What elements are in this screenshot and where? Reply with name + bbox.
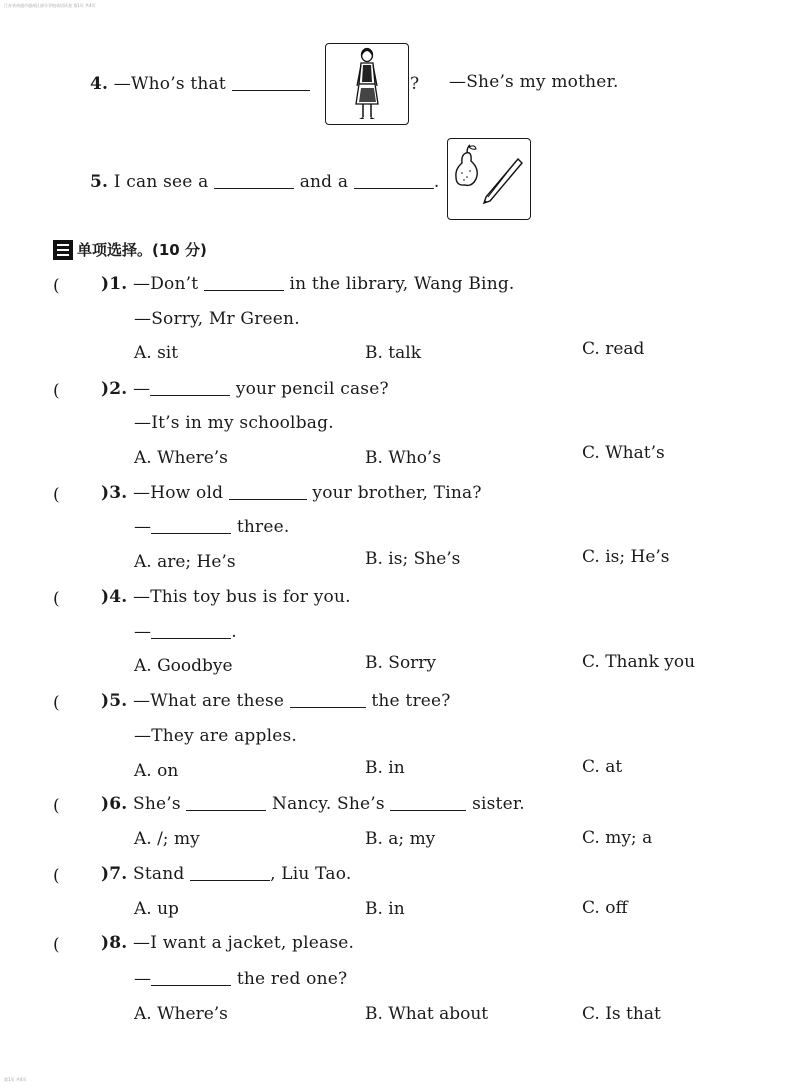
question-number: )8. bbox=[101, 933, 128, 953]
question-text: Stand bbox=[133, 864, 185, 884]
option-a[interactable]: A. on bbox=[134, 761, 179, 781]
answer-blank[interactable] bbox=[150, 380, 230, 396]
question-text: sister. bbox=[472, 794, 525, 814]
answer-blank[interactable] bbox=[290, 692, 366, 708]
option-c[interactable]: C. off bbox=[582, 898, 628, 918]
answer-paren-8[interactable]: ( bbox=[53, 935, 60, 955]
option-a[interactable]: A. up bbox=[134, 899, 179, 919]
question-text: Nancy. She’s bbox=[272, 794, 385, 814]
answer-paren-3[interactable]: ( bbox=[53, 485, 60, 505]
option-c[interactable]: C. read bbox=[582, 339, 645, 359]
question-text: the red one? bbox=[236, 969, 348, 989]
option-b[interactable]: B. in bbox=[365, 899, 405, 919]
question-5 bbox=[101, 691, 451, 711]
answer-blank[interactable] bbox=[190, 865, 270, 881]
dash: — bbox=[134, 622, 152, 642]
question-text: —How old bbox=[133, 483, 224, 503]
option-c[interactable]: C. my; a bbox=[582, 828, 653, 848]
answer-paren-7[interactable]: ( bbox=[53, 866, 60, 886]
section-header bbox=[53, 239, 207, 260]
question-text: the tree? bbox=[371, 691, 451, 711]
question-text: your pencil case? bbox=[235, 379, 389, 399]
question-text: —I want a jacket, please. bbox=[133, 933, 355, 953]
option-b[interactable]: B. a; my bbox=[365, 829, 436, 849]
item-text-mid: and a bbox=[299, 172, 349, 192]
option-a[interactable]: A. /; my bbox=[134, 829, 200, 849]
option-b[interactable]: B. in bbox=[365, 758, 405, 778]
item-end: . bbox=[433, 172, 440, 192]
question-4 bbox=[101, 587, 351, 607]
answer-paren-2[interactable]: ( bbox=[53, 381, 60, 401]
question-text: —This toy bus is for you. bbox=[133, 587, 351, 607]
question-number: )6. bbox=[101, 794, 128, 814]
answer-blank[interactable] bbox=[186, 795, 266, 811]
question-3-response bbox=[134, 517, 289, 537]
answer-blank[interactable] bbox=[151, 623, 231, 639]
question-text: She’s bbox=[133, 794, 181, 814]
question-number: )7. bbox=[101, 864, 128, 884]
item-5 bbox=[90, 172, 439, 192]
item-number: 5. bbox=[90, 172, 109, 192]
woman-figure-icon bbox=[326, 44, 408, 124]
question-7 bbox=[101, 864, 351, 884]
question-text: — bbox=[133, 379, 151, 399]
option-c[interactable]: C. is; He’s bbox=[582, 547, 670, 567]
question-1-response: —Sorry, Mr Green. bbox=[134, 309, 300, 329]
question-2-response: —It’s in my schoolbag. bbox=[134, 413, 334, 433]
option-b[interactable]: B. What about bbox=[365, 1004, 489, 1024]
option-b[interactable]: B. Who’s bbox=[365, 448, 442, 468]
item-text: —Who’s that bbox=[113, 74, 226, 94]
question-2 bbox=[101, 379, 389, 399]
item-text: I can see a bbox=[113, 172, 209, 192]
answer-blank[interactable] bbox=[214, 173, 294, 189]
answer-blank[interactable] bbox=[229, 484, 307, 500]
answer-blank[interactable] bbox=[232, 75, 310, 91]
answer-blank[interactable] bbox=[204, 275, 284, 291]
pear-and-pencil-icon bbox=[448, 139, 530, 219]
answer-paren-4[interactable]: ( bbox=[53, 589, 60, 609]
answer-blank[interactable] bbox=[354, 173, 434, 189]
answer-blank[interactable] bbox=[390, 795, 466, 811]
question-number: )5. bbox=[101, 691, 128, 711]
dash: — bbox=[134, 969, 152, 989]
answer-paren-6[interactable]: ( bbox=[53, 796, 60, 816]
answer-paren-5[interactable]: ( bbox=[53, 693, 60, 713]
option-b[interactable]: B. talk bbox=[365, 343, 422, 363]
question-1 bbox=[101, 274, 515, 294]
option-a[interactable]: A. Goodbye bbox=[134, 656, 233, 676]
item-4 bbox=[90, 74, 310, 94]
question-8 bbox=[101, 933, 354, 953]
option-a[interactable]: A. are; He’s bbox=[134, 552, 236, 572]
option-c[interactable]: C. Is that bbox=[582, 1004, 661, 1024]
option-c[interactable]: C. at bbox=[582, 757, 623, 777]
question-text: three. bbox=[236, 517, 290, 537]
answer-paren-1[interactable]: ( bbox=[53, 276, 60, 296]
footer-note: 第1页 共4页 bbox=[4, 1077, 27, 1082]
question-number: )2. bbox=[101, 379, 128, 399]
option-c[interactable]: C. Thank you bbox=[582, 652, 696, 672]
question-text: , Liu Tao. bbox=[270, 864, 352, 884]
question-text: your brother, Tina? bbox=[312, 483, 482, 503]
question-text: in the library, Wang Bing. bbox=[289, 274, 515, 294]
question-number: )1. bbox=[101, 274, 128, 294]
option-a[interactable]: A. Where’s bbox=[134, 1004, 228, 1024]
question-text: —Don’t bbox=[133, 274, 199, 294]
pear-pencil-picture bbox=[447, 138, 531, 220]
period: . bbox=[231, 622, 237, 642]
option-c[interactable]: C. What’s bbox=[582, 443, 665, 463]
option-b[interactable]: B. is; She’s bbox=[365, 549, 461, 569]
item-4-answer: —She’s my mother. bbox=[449, 72, 619, 92]
section-title: 单项选择。(10 分) bbox=[77, 241, 207, 259]
answer-blank[interactable] bbox=[151, 518, 231, 534]
dash: — bbox=[134, 517, 152, 537]
section-three-icon bbox=[53, 240, 73, 260]
question-3 bbox=[101, 483, 482, 503]
question-5-response: —They are apples. bbox=[134, 726, 298, 746]
question-4-response bbox=[134, 622, 237, 642]
option-b[interactable]: B. Sorry bbox=[365, 653, 437, 673]
header-note: 江苏省南通市通州区部分学校英语试卷 第1页 共4页 bbox=[4, 3, 96, 8]
item-4-qmark: ? bbox=[410, 74, 420, 94]
question-number: )4. bbox=[101, 587, 128, 607]
question-number: )3. bbox=[101, 483, 128, 503]
question-text: —What are these bbox=[133, 691, 285, 711]
option-a[interactable]: A. sit bbox=[134, 343, 179, 363]
option-a[interactable]: A. Where’s bbox=[134, 448, 228, 468]
item-number: 4. bbox=[90, 74, 109, 94]
answer-blank[interactable] bbox=[151, 970, 231, 986]
woman-picture bbox=[325, 43, 409, 125]
question-6 bbox=[101, 794, 525, 814]
question-8-response bbox=[134, 969, 347, 989]
